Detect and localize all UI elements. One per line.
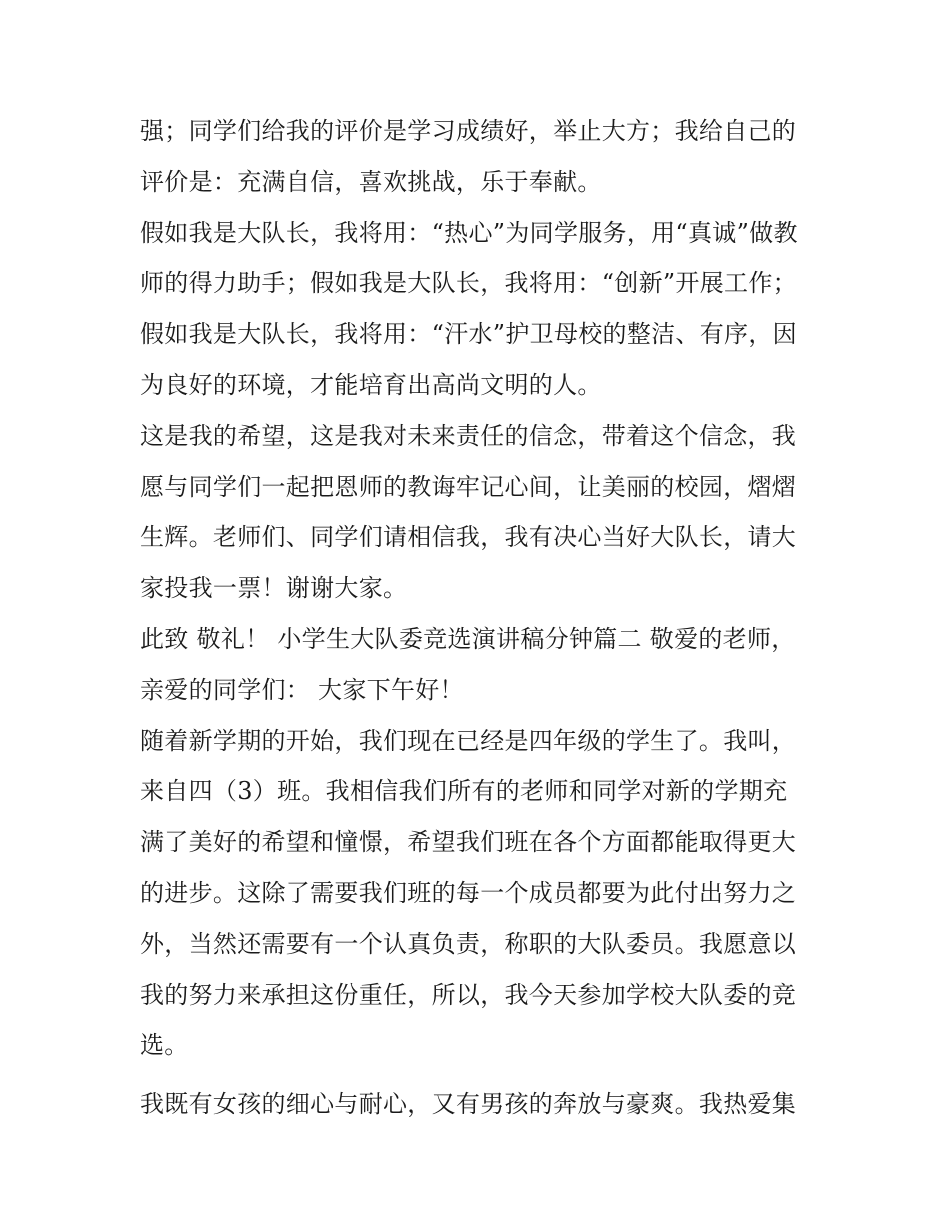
text-line: 选。 (140, 1031, 189, 1060)
text-line: 家投我一票！谢谢大家。 (140, 574, 408, 603)
text-line: 评价是：充满自信，喜欢挑战，乐于奉献。 (140, 167, 602, 196)
text-line: 愿与同学们一起把恩师的教诲牢记心间，让美丽的校园，熠熠 (140, 472, 797, 501)
text-line: 这是我的希望，这是我对未来责任的信念，带着这个信念，我 (140, 421, 797, 450)
text-line: 此致 敬礼！ 小学生大队委竞选演讲稿分钟篇二 敬爱的老师， (140, 624, 796, 653)
text-line: 假如我是大队长，我将用：“热心”为同学服务，用“真诚”做教 (140, 218, 798, 247)
text-line: 外，当然还需要有一个认真负责，称职的大队委员。我愿意以 (140, 929, 797, 958)
text-line: 师的得力助手；假如我是大队长，我将用：“创新”开展工作； (140, 269, 797, 298)
text-line: 我的努力来承担这份重任，所以，我今天参加学校大队委的竞 (140, 980, 797, 1009)
text-line: 的进步。这除了需要我们班的每一个成员都要为此付出努力之 (140, 878, 797, 907)
text-line: 强；同学们给我的评价是学习成绩好，举止大方；我给自己的 (140, 117, 797, 145)
text-line: 生辉。老师们、同学们请相信我，我有决心当好大队长，请大 (140, 523, 797, 552)
text-line: 随着新学期的开始，我们现在已经是四年级的学生了。我叫， (140, 726, 797, 755)
text-line: 我既有女孩的细心与耐心，又有男孩的奔放与豪爽。我热爱集 (140, 1090, 797, 1119)
text-line: 亲爱的同学们： 大家下午好！ (140, 675, 464, 704)
text-line: 假如我是大队长，我将用：“汗水”护卫母校的整洁、有序，因 (140, 320, 797, 349)
text-line: 为良好的环境，才能培育出高尚文明的人。 (140, 370, 602, 399)
document-body (140, 106, 820, 1130)
text-line: 来自四（3）班。我相信我们所有的老师和同学对新的学期充 (140, 777, 788, 806)
text-line: 满了美好的希望和憧憬，希望我们班在各个方面都能取得更大 (140, 828, 797, 857)
